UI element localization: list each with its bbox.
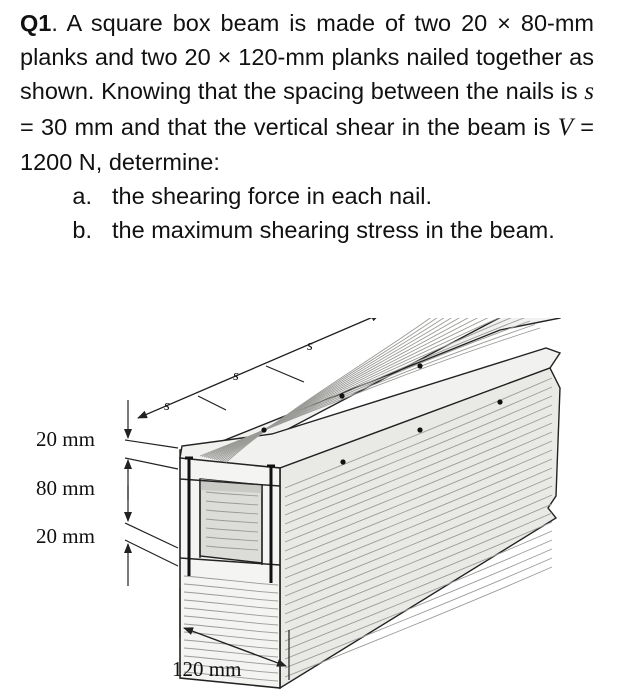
spacing-label: s [307,338,313,354]
sub-question-label: a. [72,183,92,210]
statement-part-1: . A square box beam is made of two 20 × 80-mm planks and two 20 × 120-mm planks nailed together as shown. Knowing that the spacing between the nails is [20,10,594,105]
dimension-label-top: 20 mm [36,427,95,451]
sub-question-a [20,179,594,213]
sub-question-text: the maximum shearing stress in the beam. [112,217,555,244]
statement-part-2: = 30 mm and that the vertical shear in the beam is [20,113,558,140]
spacing-label: s [233,368,239,384]
box-beam-figure [0,318,631,700]
problem-statement [20,6,594,247]
sub-questions [20,179,594,247]
dimension-label-middle: 80 mm [36,476,95,500]
problem-paragraph [20,6,594,179]
dimension-label-bottom: 20 mm [36,524,95,548]
variable-s: s [584,78,594,106]
variable-v: V [557,113,573,141]
sub-question-text: the shearing force in each nail. [112,183,433,210]
spacing-label: s [164,398,170,414]
statement-part-3: = 1200 N, determine: [20,113,594,175]
question-number: Q1 [20,10,52,36]
sub-question-label: b. [72,217,92,244]
dimension-label-width: 120 mm [172,657,242,681]
sub-question-b [20,213,594,247]
